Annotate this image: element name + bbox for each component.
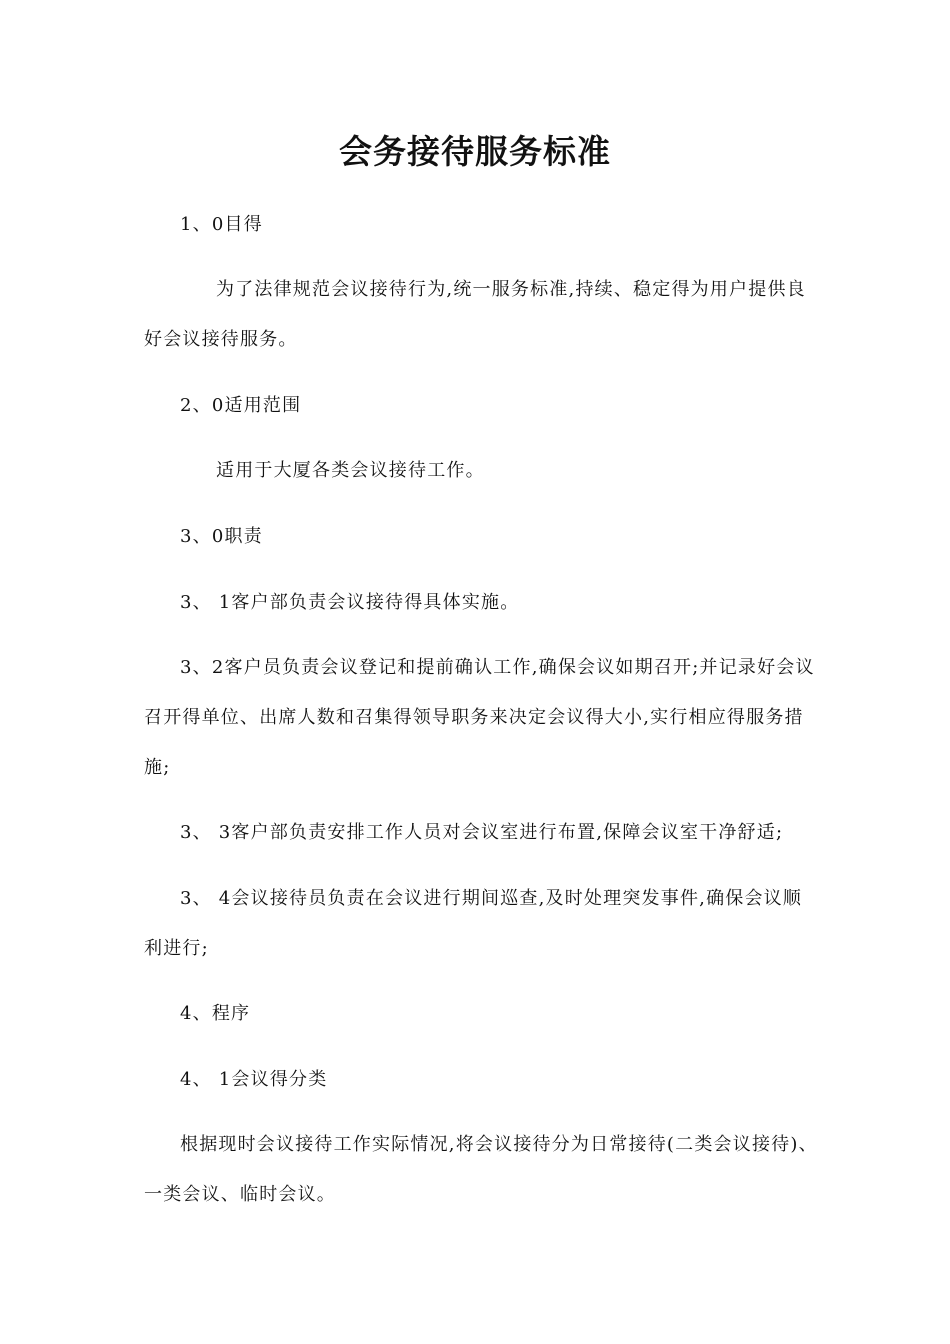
section-heading-scope: 2、0适用范围 — [180, 395, 302, 416]
paragraph-line: 好会议接待服务。 — [144, 329, 298, 350]
section-heading-procedure: 4、程序 — [180, 1003, 251, 1024]
paragraph-line: 适用于大厦各类会议接待工作。 — [216, 460, 485, 481]
section-heading-purpose: 1、0目得 — [180, 214, 263, 235]
paragraph-line: 一类会议、临时会议。 — [144, 1184, 336, 1205]
paragraph-line: 3、2客户员负责会议登记和提前确认工作,确保会议如期召开;并记录好会议 — [180, 657, 815, 678]
paragraph-line: 根据现时会议接待工作实际情况,将会议接待分为日常接待(二类会议接待)、 — [180, 1134, 818, 1155]
paragraph-line: 利进行; — [144, 938, 209, 959]
paragraph-line: 为了法律规范会议接待行为,统一服务标准,持续、稳定得为用户提供良 — [216, 279, 806, 300]
paragraph-line: 3、 1客户部负责会议接待得具体实施。 — [180, 592, 520, 613]
document-title: 会务接待服务标准 — [339, 132, 611, 171]
paragraph-line: 召开得单位、出席人数和召集得领导职务来决定会议得大小,实行相应得服务措 — [144, 707, 804, 728]
subsection-heading: 4、 1会议得分类 — [180, 1069, 328, 1090]
paragraph-line: 施; — [144, 757, 171, 778]
paragraph-line: 3、 4会议接待员负责在会议进行期间巡查,及时处理突发事件,确保会议顺 — [180, 888, 803, 909]
paragraph-line: 3、 3客户部负责安排工作人员对会议室进行布置,保障会议室干净舒适; — [180, 822, 784, 843]
section-heading-responsibilities: 3、0职责 — [180, 526, 263, 547]
